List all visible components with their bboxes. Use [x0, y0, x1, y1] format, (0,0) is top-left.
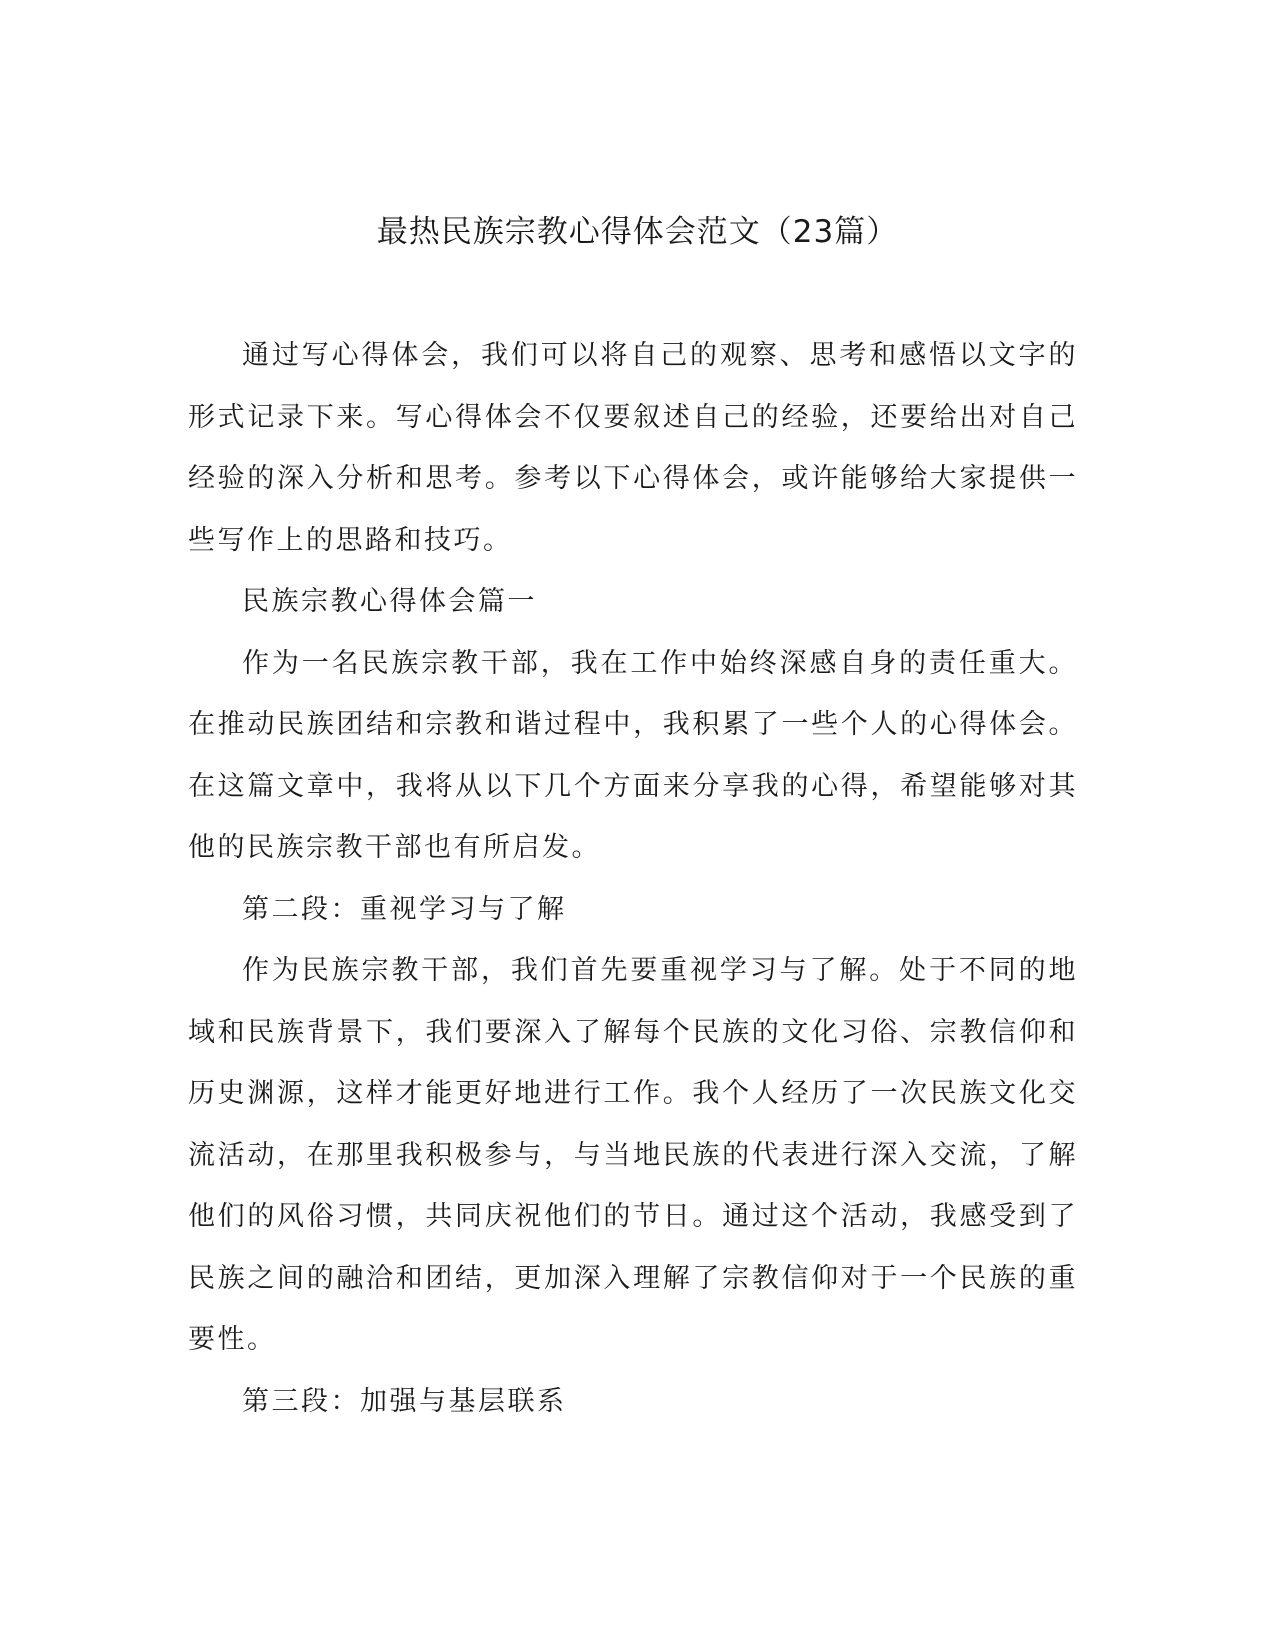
section-heading: 第三段：加强与基层联系: [242, 1385, 567, 1417]
intro-paragraph: 通过写心得体会，我们可以将自己的观察、思考和感悟以文字的形式记录下来。写心得体会不仅要叙述自己的经验，还要给出对自己经验的深入分析和思考。参考以下心得体会，或许能够给大家提供一些写作上的思路和技巧。: [188, 340, 1078, 556]
document-body: [188, 325, 1078, 1432]
body-paragraph: 作为一名民族宗教干部，我在工作中始终深感自身的责任重大。在推动民族团结和宗教和谐过程中，我积累了一些个人的心得体会。在这篇文章中，我将从以下几个方面来分享我的心得，希望能够对其他的民族宗教干部也有所启发。: [188, 647, 1078, 863]
document-title: 最热民族宗教心得体会范文（23篇）: [376, 214, 899, 250]
section-heading: 第二段：重视学习与了解: [242, 893, 567, 925]
section-heading: 民族宗教心得体会篇一: [242, 586, 537, 617]
body-paragraph: 作为民族宗教干部，我们首先要重视学习与了解。处于不同的地域和民族背景下，我们要深入了解每个民族的文化习俗、宗教信仰和历史渊源，这样才能更好地进行工作。我个人经历了一次民族文化交流活动，在那里我积极参与，与当地民族的代表进行深入交流，了解他们的风俗习惯，共同庆祝他们的节日。通过这个活动，我感受到了民族之间的融洽和团结，更加深入理解了宗教信仰对于一个民族的重要性。: [188, 955, 1078, 1355]
